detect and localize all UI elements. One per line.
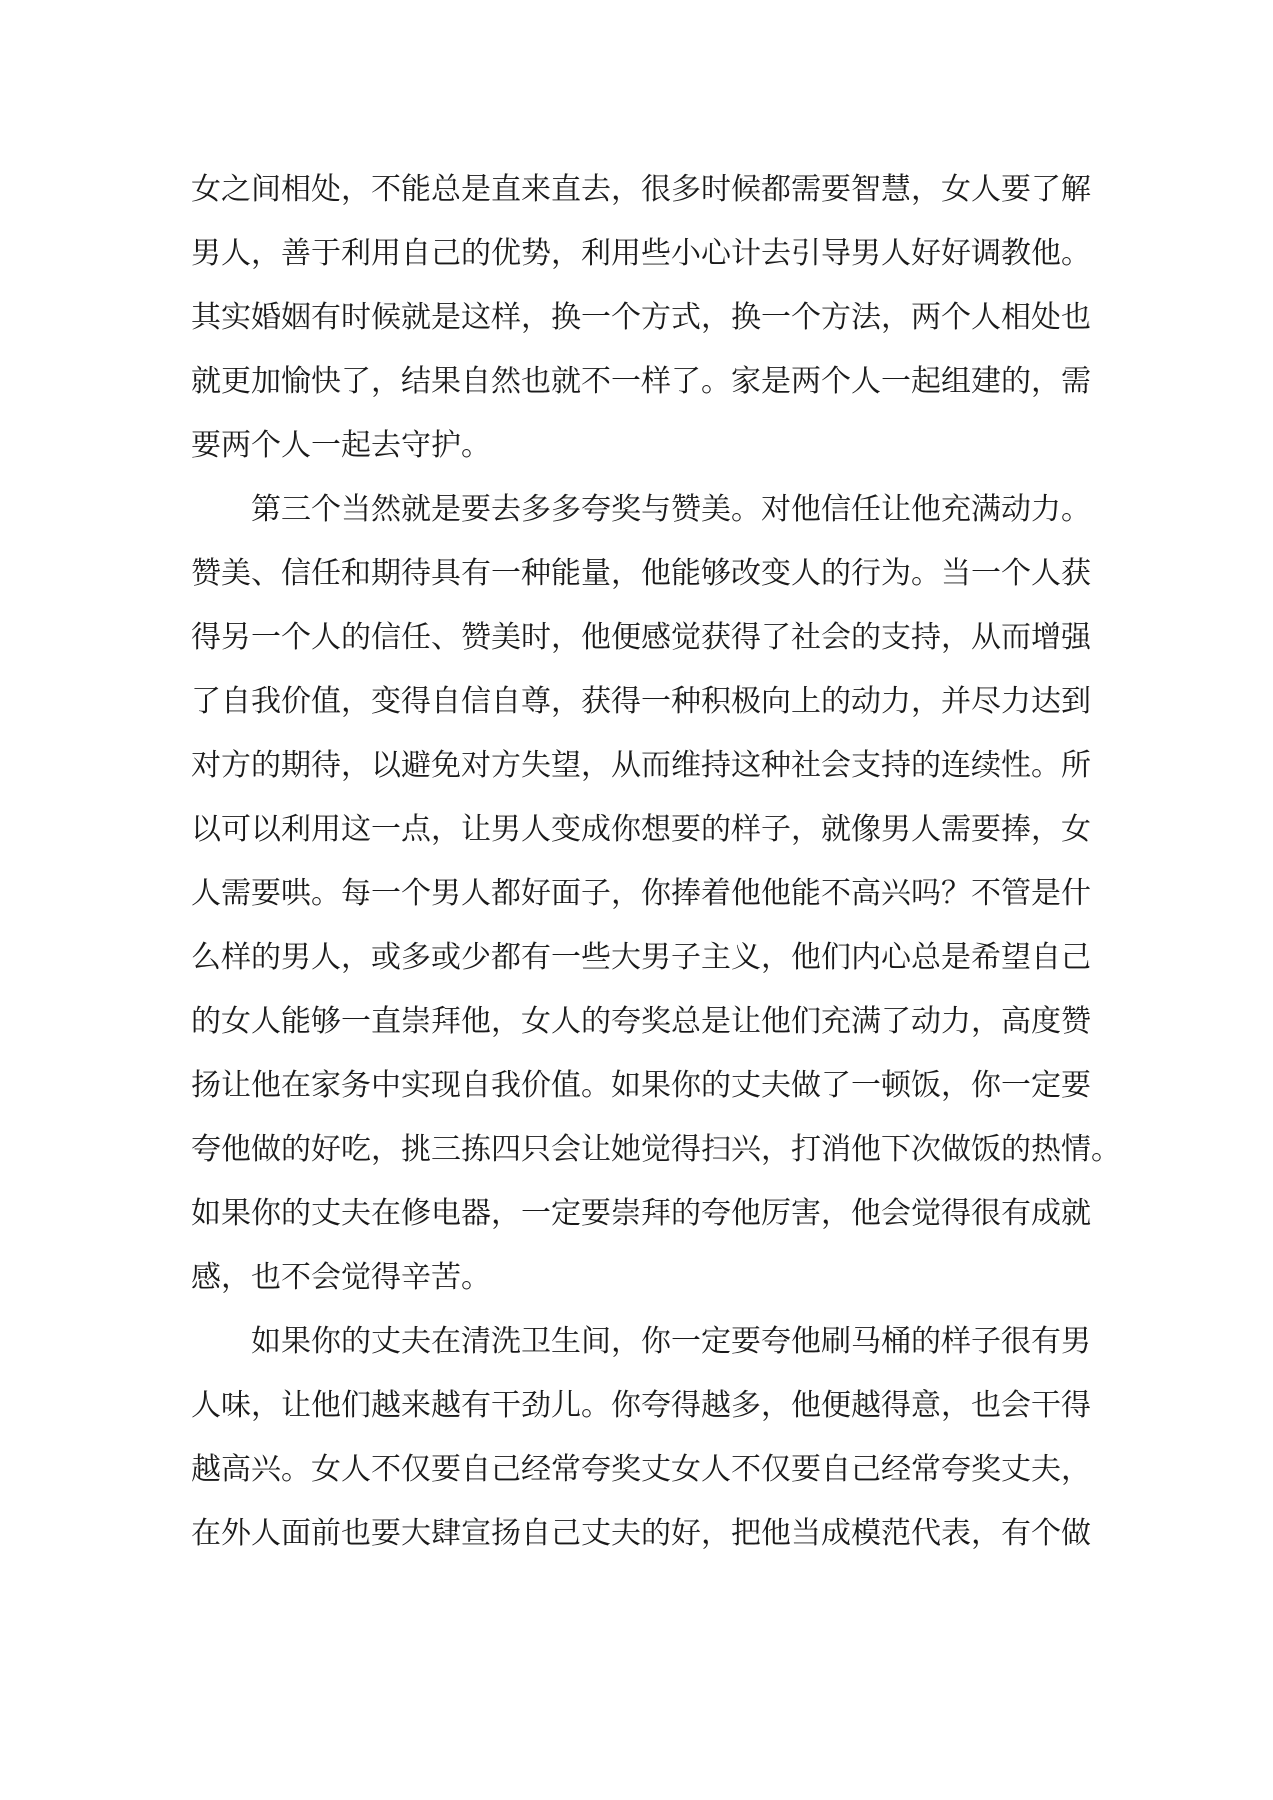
text-line: 感，也不会觉得辛苦。: [191, 1260, 491, 1295]
text-line: 就更加愉快了，结果自然也就不一样了。家是两个人一起组建的，需: [191, 364, 1091, 399]
text-line: 了自我价值，变得自信自尊，获得一种积极向上的动力，并尽力达到: [191, 684, 1091, 719]
text-line: 赞美、信任和期待具有一种能量，他能够改变人的行为。当一个人获: [191, 556, 1091, 591]
text-line: 人味，让他们越来越有干劲儿。你夸得越多，他便越得意，也会干得: [191, 1388, 1091, 1423]
body-text: [191, 158, 1121, 1566]
text-line: 扬让他在家务中实现自我价值。如果你的丈夫做了一顿饭，你一定要: [191, 1068, 1091, 1103]
text-line: 么样的男人，或多或少都有一些大男子主义，他们内心总是希望自己: [191, 940, 1091, 975]
text-line: 如果你的丈夫在清洗卫生间，你一定要夸他刷马桶的样子很有男: [251, 1324, 1091, 1359]
text-line: 如果你的丈夫在修电器，一定要崇拜的夸他厉害，他会觉得很有成就: [191, 1196, 1091, 1231]
text-line: 越高兴。女人不仅要自己经常夸奖丈女人不仅要自己经常夸奖丈夫，: [191, 1452, 1091, 1487]
text-line: 的女人能够一直崇拜他，女人的夸奖总是让他们充满了动力，高度赞: [191, 1004, 1091, 1039]
text-line: 要两个人一起去守护。: [191, 428, 491, 463]
text-line: 第三个当然就是要去多多夸奖与赞美。对他信任让他充满动力。: [251, 492, 1091, 527]
text-line: 男人，善于利用自己的优势，利用些小心计去引导男人好好调教他。: [191, 236, 1091, 271]
text-line: 人需要哄。每一个男人都好面子，你捧着他他能不高兴吗？不管是什: [191, 876, 1091, 911]
text-line: 在外人面前也要大肆宣扬自己丈夫的好，把他当成模范代表，有个做: [191, 1516, 1091, 1551]
text-line: 女之间相处，不能总是直来直去，很多时候都需要智慧，女人要了解: [191, 172, 1091, 207]
text-line: 夸他做的好吃，挑三拣四只会让她觉得扫兴，打消他下次做饭的热情。: [191, 1132, 1121, 1167]
text-line: 其实婚姻有时候就是这样，换一个方式，换一个方法，两个人相处也: [191, 300, 1091, 335]
text-line: 对方的期待，以避免对方失望，从而维持这种社会支持的连续性。所: [191, 748, 1091, 783]
text-line: 以可以利用这一点，让男人变成你想要的样子，就像男人需要捧，女: [191, 812, 1091, 847]
text-line: 得另一个人的信任、赞美时，他便感觉获得了社会的支持，从而增强: [191, 620, 1091, 655]
